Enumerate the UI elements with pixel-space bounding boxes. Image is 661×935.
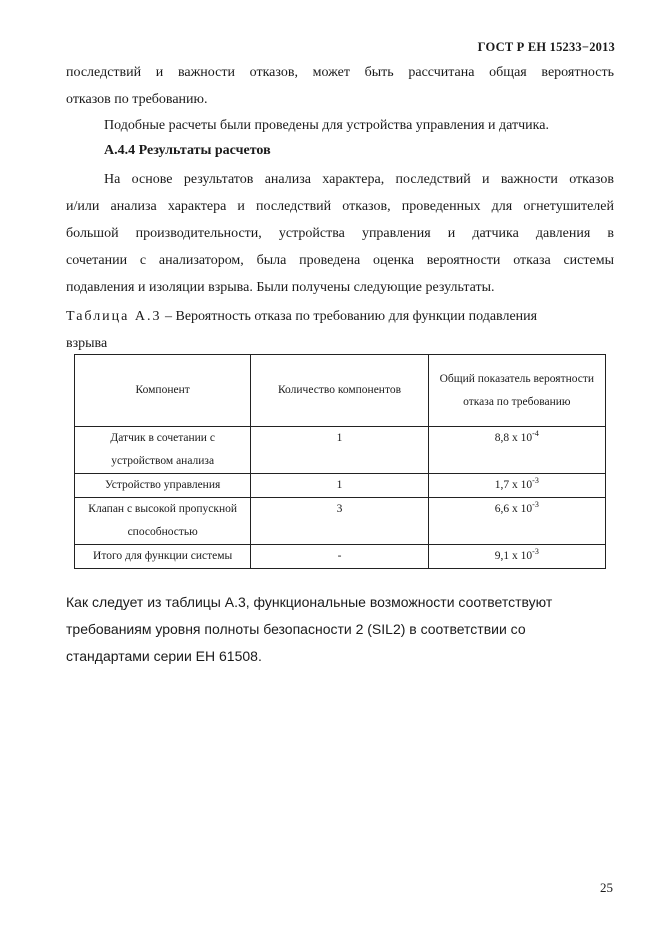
cell-value: [428, 545, 605, 569]
section-heading: А.4.4 Результаты расчетов: [104, 143, 271, 158]
value-mantissa: 1,7 x 10: [494, 479, 533, 491]
table-row: [75, 427, 606, 474]
probability-table: [74, 354, 606, 569]
paragraph-line: подавления и изоляции взрыва. Были получены следующие результаты.: [66, 280, 495, 295]
cell-component: Устройство управления: [75, 474, 251, 498]
paragraph-line: последствий и важности отказов, может быть рассчитана общая вероятность: [66, 65, 614, 80]
paragraph-line: и/или анализа характера и последствий отказов, проведенных для огнетушителей: [66, 199, 614, 214]
table-title-end: взрыва: [66, 336, 108, 351]
column-header: Компонент: [75, 355, 251, 427]
cell-count: 1: [251, 474, 428, 498]
table-row: [75, 545, 606, 569]
paragraph-line: отказов по требованию.: [66, 92, 208, 107]
value-mantissa: 8,8 x 10: [494, 432, 533, 444]
cell-value: [428, 427, 605, 474]
cell-component: Итого для функции системы: [75, 545, 251, 569]
table-row: [75, 474, 606, 498]
column-header: Общий показатель вероятности отказа по требованию: [428, 355, 605, 427]
value-exponent: -3: [532, 500, 539, 510]
table-row: [75, 498, 606, 545]
paragraph-line: сочетании с анализатором, была проведена оценка вероятности отказа системы: [66, 253, 614, 268]
paragraph: Подобные расчеты были проведены для устройства управления и датчика.: [104, 118, 549, 133]
cell-component: Клапан с высокой пропускной способностью: [75, 498, 251, 545]
cell-count: 3: [251, 498, 428, 545]
value-mantissa: 6,6 x 10: [494, 503, 533, 515]
cell-count: -: [251, 545, 428, 569]
cell-value: [428, 474, 605, 498]
cell-component: Датчик в сочетании с устройством анализа: [75, 427, 251, 474]
value-exponent: -3: [532, 547, 539, 557]
cell-value: [428, 498, 605, 545]
value-exponent: -3: [532, 476, 539, 486]
paragraph-line: На основе результатов анализа характера, последствий и важности отказов: [104, 172, 614, 187]
paragraph-line: большой производительности, устройства управления и датчика давления в: [66, 226, 614, 241]
page-number: 25: [600, 880, 613, 895]
value-exponent: -4: [532, 429, 539, 439]
cell-count: 1: [251, 427, 428, 474]
table-label: Таблица А.3: [66, 309, 162, 324]
table-title: – Вероятность отказа по требованию для функции подавления: [161, 309, 538, 324]
column-header: Количество компонентов: [251, 355, 428, 427]
table-header-row: [75, 355, 606, 427]
table-caption: [66, 303, 606, 357]
conclusion-paragraph: Как следует из таблицы А.3, функциональные возможности соответствуют требованиям уровня полноты безопасности 2 (SIL2) в соответствии со стандартами серии ЕН 61508.: [66, 594, 553, 664]
value-mantissa: 9,1 x 10: [494, 550, 533, 562]
document-code-header: ГОСТ Р ЕН 15233−2013: [477, 40, 615, 54]
